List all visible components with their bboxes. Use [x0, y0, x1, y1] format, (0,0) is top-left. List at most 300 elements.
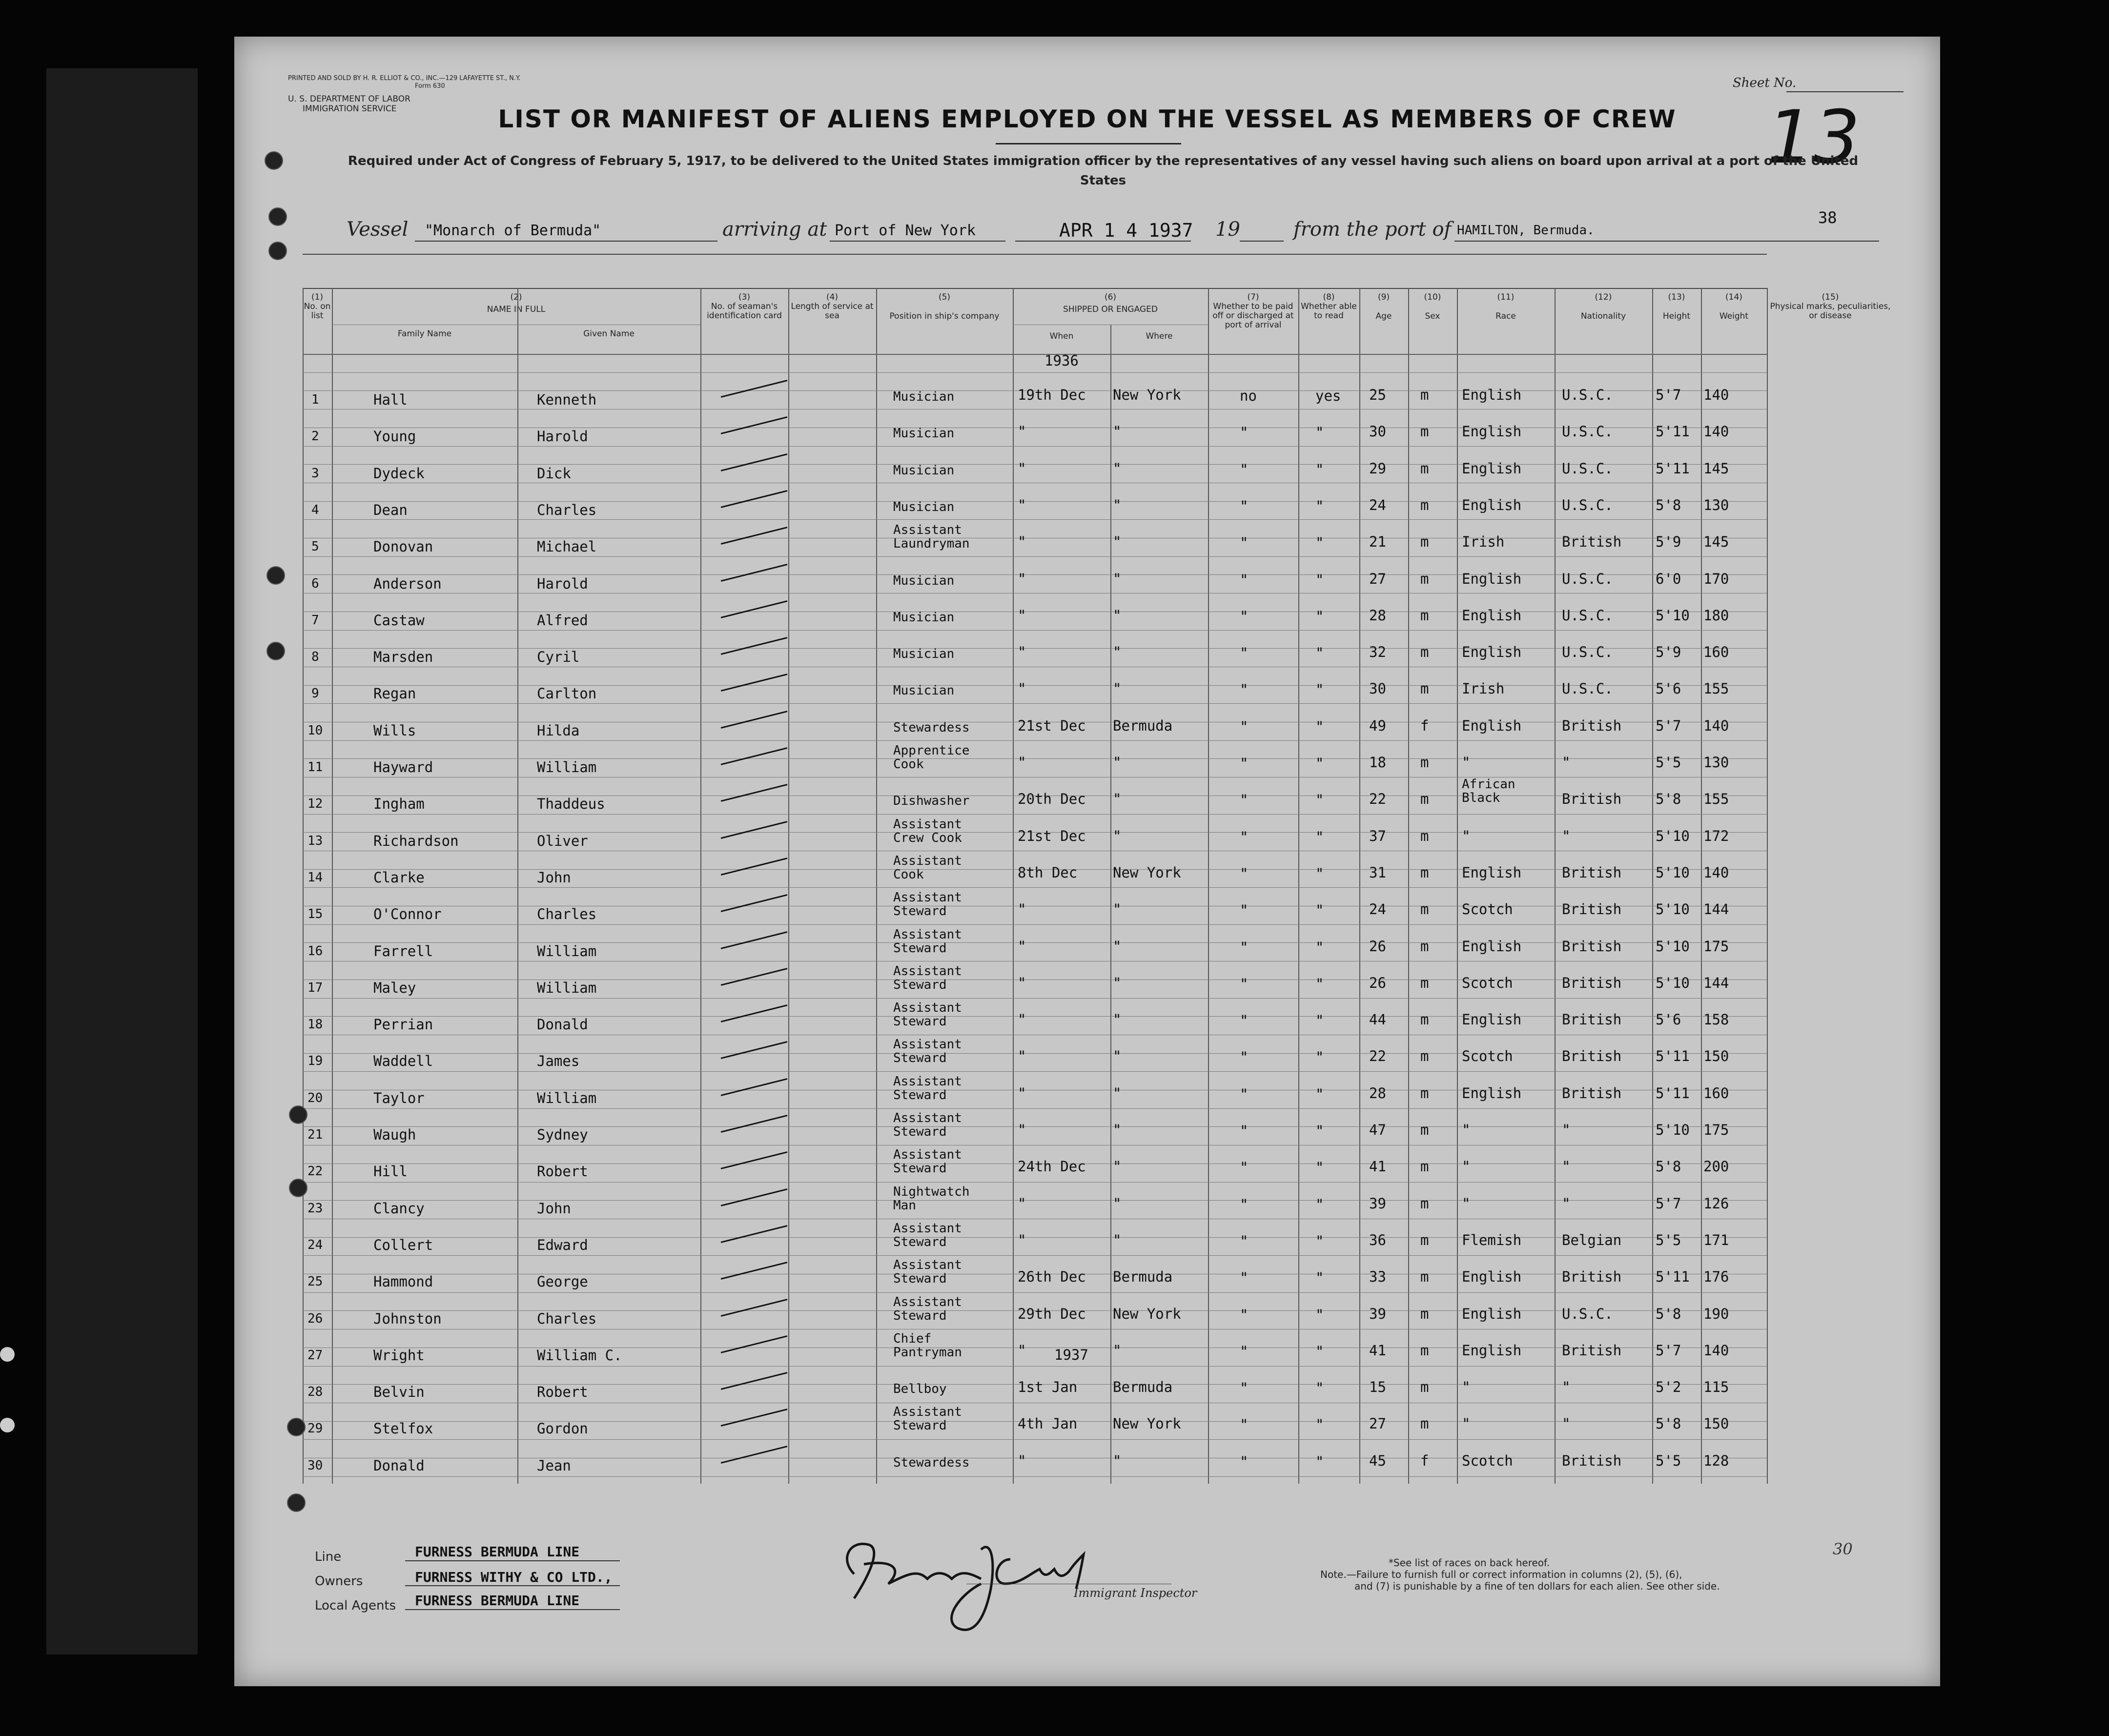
shipped-when: "	[1018, 1084, 1026, 1102]
given-name: Hilda	[537, 722, 580, 739]
age: 25	[1369, 387, 1386, 403]
age: 29	[1369, 460, 1386, 477]
row-number: 28	[307, 1385, 323, 1400]
position: Apprentice	[893, 743, 970, 758]
able-to-read: "	[1315, 975, 1324, 992]
given-name: Oliver	[537, 832, 588, 849]
height: 5'11	[1656, 423, 1690, 440]
given-name: Carlton	[537, 685, 597, 702]
race: "	[1462, 1379, 1471, 1396]
nationality: British	[1562, 1084, 1622, 1102]
age: 41	[1369, 1342, 1386, 1359]
vessel-name: "Monarch of Bermuda"	[425, 222, 601, 239]
family-name: Hall	[373, 391, 408, 408]
col-where-header: Where	[1146, 331, 1173, 341]
nationality: U.S.C.	[1562, 387, 1613, 403]
edge-hole	[0, 1347, 15, 1362]
able-to-read: "	[1315, 718, 1324, 735]
race: English	[1462, 1011, 1522, 1028]
height: 5'6	[1656, 680, 1681, 697]
able-to-read: "	[1315, 1196, 1324, 1213]
shipped-when: "	[1018, 1122, 1026, 1138]
sex: m	[1420, 1048, 1429, 1065]
row-number: 12	[307, 797, 323, 812]
shipped-where: "	[1113, 754, 1122, 771]
nationality: U.S.C.	[1562, 607, 1613, 624]
age: 21	[1369, 533, 1386, 551]
shipped-when: "	[1018, 570, 1026, 587]
able-to-read: "	[1315, 571, 1324, 588]
position: Assistant	[893, 927, 962, 942]
row-number: 9	[311, 686, 319, 701]
race: English	[1462, 570, 1522, 587]
sex: m	[1420, 1011, 1429, 1028]
weight: 160	[1703, 644, 1729, 661]
position-line2: Steward	[893, 1161, 947, 1176]
weight: 130	[1703, 496, 1729, 513]
sex: m	[1420, 680, 1429, 697]
weight: 175	[1703, 1122, 1729, 1138]
paid-off: "	[1240, 1416, 1249, 1433]
nationality: British	[1562, 1048, 1622, 1065]
position: Bellboy	[893, 1382, 947, 1397]
shipped-where: "	[1113, 460, 1122, 477]
shipped-when: "	[1018, 1011, 1026, 1028]
date-stamp: APR 1 4 1937	[1059, 220, 1193, 241]
col-nationality-header: (12) Nationality	[1580, 292, 1626, 321]
sex: m	[1420, 1305, 1429, 1322]
col-number-header: (1) No. on list	[304, 292, 331, 321]
weight: 155	[1703, 791, 1729, 808]
weight: 190	[1703, 1305, 1729, 1322]
height: 5'9	[1656, 644, 1681, 661]
race: "	[1462, 754, 1471, 771]
able-to-read: "	[1315, 1012, 1324, 1029]
given-name: Robert	[537, 1163, 588, 1180]
race: English	[1462, 864, 1522, 881]
hour-mark: 38	[1818, 208, 1837, 227]
shipped-when: "	[1018, 423, 1026, 440]
position-line2: Steward	[893, 940, 947, 956]
sheet-number: 13	[1767, 95, 1860, 180]
arriving-label: arriving at	[722, 218, 827, 241]
shipped-where: "	[1113, 680, 1122, 697]
sex: m	[1420, 644, 1429, 661]
shipped-when: "	[1018, 938, 1026, 955]
family-name: Belvin	[373, 1384, 425, 1401]
position: Assistant	[893, 523, 962, 538]
year-1936-mark: 1936	[1044, 352, 1079, 369]
family-name: Johnston	[373, 1310, 442, 1327]
shipped-when: "	[1018, 1342, 1026, 1359]
age: 24	[1369, 901, 1386, 918]
year-label: 19	[1215, 218, 1240, 241]
race: English	[1462, 717, 1522, 734]
race: Irish	[1462, 533, 1505, 551]
position: Musician	[893, 389, 955, 404]
given-name: Edward	[537, 1236, 588, 1253]
paid-off: "	[1240, 1012, 1249, 1029]
weight: 115	[1703, 1379, 1729, 1396]
family-name: Donald	[373, 1457, 425, 1474]
given-name: James	[537, 1053, 580, 1070]
row-number: 2	[311, 429, 319, 444]
col-race-header: (11) Race	[1495, 292, 1516, 321]
weight: 145	[1703, 533, 1729, 551]
row-number: 6	[311, 576, 319, 591]
binder-hole	[266, 642, 285, 660]
sex: m	[1420, 791, 1429, 808]
shipped-where: "	[1113, 644, 1122, 661]
able-to-read: "	[1315, 1269, 1324, 1287]
height: 5'10	[1656, 901, 1690, 918]
paid-off: "	[1240, 1269, 1249, 1287]
weight: 170	[1703, 570, 1729, 587]
given-name: Alfred	[537, 612, 588, 629]
family-name: Wright	[373, 1347, 425, 1364]
sex: m	[1420, 496, 1429, 513]
age: 33	[1369, 1268, 1386, 1286]
weight: 200	[1703, 1158, 1729, 1175]
given-name: Jean	[537, 1457, 571, 1474]
age: 39	[1369, 1195, 1386, 1212]
col-shipped-header: (6) SHIPPED OR ENGAGED	[1063, 292, 1158, 314]
position: Nightwatch	[893, 1184, 970, 1199]
shipped-where: "	[1113, 607, 1122, 624]
agents-label: Local Agents	[315, 1598, 396, 1613]
nationality: U.S.C.	[1562, 644, 1613, 661]
sex: m	[1420, 607, 1429, 624]
shipped-where: New York	[1113, 864, 1181, 881]
height: 5'2	[1656, 1379, 1681, 1396]
shipped-where: "	[1113, 496, 1122, 513]
family-name: Anderson	[373, 575, 442, 592]
sex: m	[1420, 1268, 1429, 1286]
nationality: British	[1562, 717, 1622, 734]
height: 5'7	[1656, 387, 1681, 403]
position: Chief	[893, 1331, 932, 1346]
position: Musician	[893, 610, 955, 625]
family-name: Perrian	[373, 1016, 433, 1033]
row-number: 14	[307, 870, 323, 885]
shipped-where: "	[1113, 423, 1122, 440]
nationality: British	[1562, 1452, 1622, 1469]
weight: 150	[1703, 1048, 1729, 1065]
paid-off: "	[1240, 1196, 1249, 1213]
height: 5'10	[1656, 864, 1690, 881]
from-port-label: from the port of	[1293, 218, 1452, 241]
nationality: "	[1562, 1122, 1571, 1138]
position: Assistant	[893, 1221, 962, 1236]
given-name: William C.	[537, 1347, 622, 1364]
position-line2: Steward	[893, 1051, 947, 1066]
row-number: 21	[307, 1127, 323, 1142]
given-name: Gordon	[537, 1420, 588, 1437]
family-name: Young	[373, 428, 416, 445]
arrival-port: Port of New York	[835, 222, 976, 239]
family-name: Farrell	[373, 942, 433, 960]
agents-value: FURNESS BERMUDA LINE	[415, 1593, 580, 1609]
given-name: John	[537, 1200, 571, 1217]
position: Assistant	[893, 890, 962, 905]
age: 26	[1369, 938, 1386, 955]
given-name: Kenneth	[537, 391, 597, 408]
height: 5'8	[1656, 791, 1681, 808]
weight: 140	[1703, 387, 1729, 403]
paid-off: "	[1240, 755, 1249, 772]
shipped-when: "	[1018, 1452, 1026, 1469]
given-name: Harold	[537, 575, 588, 592]
height: 5'10	[1656, 1122, 1690, 1138]
col-age-header: (9) Age	[1375, 292, 1392, 321]
age: 49	[1369, 717, 1386, 734]
shipped-where: "	[1113, 974, 1122, 991]
race: "	[1462, 1195, 1471, 1212]
height: 5'11	[1656, 460, 1690, 477]
paid-off: "	[1240, 424, 1249, 441]
owners-value: FURNESS WITHY & CO LTD.,	[415, 1569, 613, 1585]
age: 45	[1369, 1452, 1386, 1469]
able-to-read: "	[1315, 828, 1324, 845]
binder-hole	[289, 1105, 307, 1124]
weight: 144	[1703, 901, 1729, 918]
paid-off: "	[1240, 497, 1249, 514]
able-to-read: "	[1315, 1343, 1324, 1360]
paid-off: "	[1240, 1306, 1249, 1323]
able-to-read: "	[1315, 1159, 1324, 1176]
sex: m	[1420, 901, 1429, 918]
height: 5'10	[1656, 827, 1690, 844]
weight: 126	[1703, 1195, 1729, 1212]
given-name: William	[537, 1089, 597, 1106]
position: Assistant	[893, 1001, 962, 1016]
line-label: Line	[315, 1550, 342, 1564]
shipped-when: "	[1018, 607, 1026, 624]
nationality: British	[1562, 1011, 1622, 1028]
position-line2: Cook	[893, 757, 924, 772]
position: Assistant	[893, 1147, 962, 1163]
paid-off: no	[1240, 388, 1257, 404]
vessel-label: Vessel	[347, 218, 409, 241]
paid-off: "	[1240, 1085, 1249, 1103]
inspector-signature	[835, 1530, 1108, 1647]
paid-off: "	[1240, 718, 1249, 735]
sex: m	[1420, 1158, 1429, 1175]
given-name: Dick	[537, 465, 571, 482]
family-name: Dydeck	[373, 465, 425, 482]
shipped-when: 26th Dec	[1018, 1268, 1086, 1286]
sex: m	[1420, 570, 1429, 587]
shipped-when: 19th Dec	[1018, 387, 1086, 403]
height: 5'11	[1656, 1084, 1690, 1102]
position: Stewardess	[893, 720, 970, 735]
sex: m	[1420, 1342, 1429, 1359]
weight: 128	[1703, 1452, 1729, 1469]
position-line2: Steward	[893, 977, 947, 992]
paid-off: "	[1240, 975, 1249, 992]
shipped-when: "	[1018, 496, 1026, 513]
paid-off: "	[1240, 1123, 1249, 1139]
able-to-read: "	[1315, 645, 1324, 662]
position: Assistant	[893, 853, 962, 868]
height: 5'8	[1656, 1305, 1681, 1322]
given-name: George	[537, 1273, 588, 1290]
year-1937-mark: 1937	[1054, 1347, 1088, 1363]
age: 44	[1369, 1011, 1386, 1028]
col-weight-header: (14) Weight	[1719, 292, 1749, 321]
position: Musician	[893, 463, 955, 478]
sex: m	[1420, 864, 1429, 881]
shipped-when: "	[1018, 644, 1026, 661]
row-number: 29	[307, 1421, 323, 1436]
age: 39	[1369, 1305, 1386, 1322]
given-name: Sydney	[537, 1126, 588, 1143]
shipped-where: "	[1113, 791, 1122, 808]
shipped-where: "	[1113, 1452, 1122, 1469]
weight: 176	[1703, 1268, 1729, 1286]
nationality: "	[1562, 754, 1571, 771]
able-to-read: "	[1315, 792, 1324, 809]
col-read-header: (8) Whether able to read	[1301, 292, 1357, 321]
shipped-when: "	[1018, 1048, 1026, 1065]
sex: m	[1420, 423, 1429, 440]
race: English	[1462, 1342, 1522, 1359]
race: Flemish	[1462, 1231, 1522, 1248]
scan-edge	[46, 68, 198, 1654]
paid-off: "	[1240, 461, 1249, 478]
family-name: Marsden	[373, 649, 433, 666]
shipped-when: "	[1018, 460, 1026, 477]
shipped-where: "	[1113, 827, 1122, 844]
able-to-read: "	[1315, 1416, 1324, 1433]
col-physical-marks-header: (15) Physical marks, peculiarities, or disease	[1770, 292, 1891, 321]
row-number: 3	[311, 466, 319, 481]
edge-hole	[0, 1418, 15, 1432]
row-number: 7	[311, 613, 319, 628]
able-to-read: "	[1315, 865, 1324, 882]
age: 18	[1369, 754, 1386, 771]
nationality: "	[1562, 1415, 1571, 1432]
manifest-sheet	[234, 37, 1940, 1686]
given-name: Cyril	[537, 649, 580, 666]
sex: m	[1420, 1379, 1429, 1396]
shipped-where: New York	[1113, 1305, 1181, 1322]
row-number: 18	[307, 1017, 323, 1032]
nationality: U.S.C.	[1562, 423, 1613, 440]
shipped-when: 21st Dec	[1018, 827, 1086, 844]
nationality: British	[1562, 901, 1622, 918]
position-line2: Steward	[893, 1418, 947, 1433]
able-to-read: "	[1315, 1123, 1324, 1139]
margin-mark: 30	[1833, 1540, 1853, 1558]
age: 41	[1369, 1158, 1386, 1175]
row-number: 25	[307, 1274, 323, 1289]
shipped-when: "	[1018, 974, 1026, 991]
position: Assistant	[893, 1258, 962, 1273]
position: Assistant	[893, 817, 962, 832]
shipped-when: "	[1018, 1195, 1026, 1212]
given-name: William	[537, 979, 597, 996]
race: Scotch	[1462, 1048, 1513, 1065]
paid-off: "	[1240, 1232, 1249, 1249]
col-height-header: (13) Height	[1662, 292, 1691, 321]
binder-hole	[268, 207, 287, 226]
race: Irish	[1462, 680, 1505, 697]
age: 37	[1369, 827, 1386, 844]
shipped-when: 4th Jan	[1018, 1415, 1078, 1432]
position-line2: Steward	[893, 1087, 947, 1103]
family-name: Collert	[373, 1236, 433, 1253]
height: 5'9	[1656, 533, 1681, 551]
height: 5'10	[1656, 974, 1690, 991]
age: 22	[1369, 791, 1386, 808]
row-number: 4	[311, 502, 319, 517]
row-number: 30	[307, 1458, 323, 1473]
weight: 180	[1703, 607, 1729, 624]
from-port: HAMILTON, Bermuda.	[1457, 223, 1595, 238]
shipped-where: "	[1113, 570, 1122, 587]
row-number: 19	[307, 1054, 323, 1069]
paid-off: "	[1240, 645, 1249, 662]
weight: 171	[1703, 1231, 1729, 1248]
paid-off: "	[1240, 1380, 1249, 1397]
shipped-when: "	[1018, 901, 1026, 918]
family-name: Maley	[373, 979, 416, 996]
race: Scotch	[1462, 1452, 1513, 1469]
paid-off: "	[1240, 828, 1249, 845]
shipped-when: 8th Dec	[1018, 864, 1078, 881]
weight: 140	[1703, 717, 1729, 734]
age: 24	[1369, 496, 1386, 513]
owners-label: Owners	[315, 1574, 363, 1589]
binder-hole	[289, 1179, 307, 1197]
paid-off: "	[1240, 608, 1249, 625]
height: 5'6	[1656, 1011, 1681, 1028]
shipped-where: "	[1113, 1231, 1122, 1248]
height: 5'10	[1656, 607, 1690, 624]
able-to-read: "	[1315, 939, 1324, 956]
height: 5'11	[1656, 1268, 1690, 1286]
col-id-card-header: (3) No. of seaman's identification card	[707, 292, 782, 321]
weight: 140	[1703, 864, 1729, 881]
row-number: 26	[307, 1311, 323, 1326]
row-number: 8	[311, 650, 319, 665]
family-name: O'Connor	[373, 906, 442, 923]
paid-off: "	[1240, 792, 1249, 809]
family-name: Clarke	[373, 869, 425, 886]
age: 36	[1369, 1231, 1386, 1248]
position-line2: Pantryman	[893, 1345, 962, 1360]
sex: m	[1420, 460, 1429, 477]
age: 32	[1369, 644, 1386, 661]
position: Musician	[893, 683, 955, 698]
row-number: 5	[311, 539, 319, 554]
given-name: Harold	[537, 428, 588, 445]
family-name: Hill	[373, 1163, 408, 1180]
nationality: British	[1562, 1268, 1622, 1286]
position: Musician	[893, 647, 955, 662]
sex: m	[1420, 387, 1429, 403]
given-name: William	[537, 942, 597, 960]
weight: 155	[1703, 680, 1729, 697]
age: 28	[1369, 607, 1386, 624]
binder-hole	[268, 242, 287, 260]
nationality: U.S.C.	[1562, 1305, 1613, 1322]
family-name: Waddell	[373, 1053, 433, 1070]
binder-hole	[287, 1493, 306, 1512]
shipped-where: "	[1113, 901, 1122, 918]
height: 6'0	[1656, 570, 1681, 587]
